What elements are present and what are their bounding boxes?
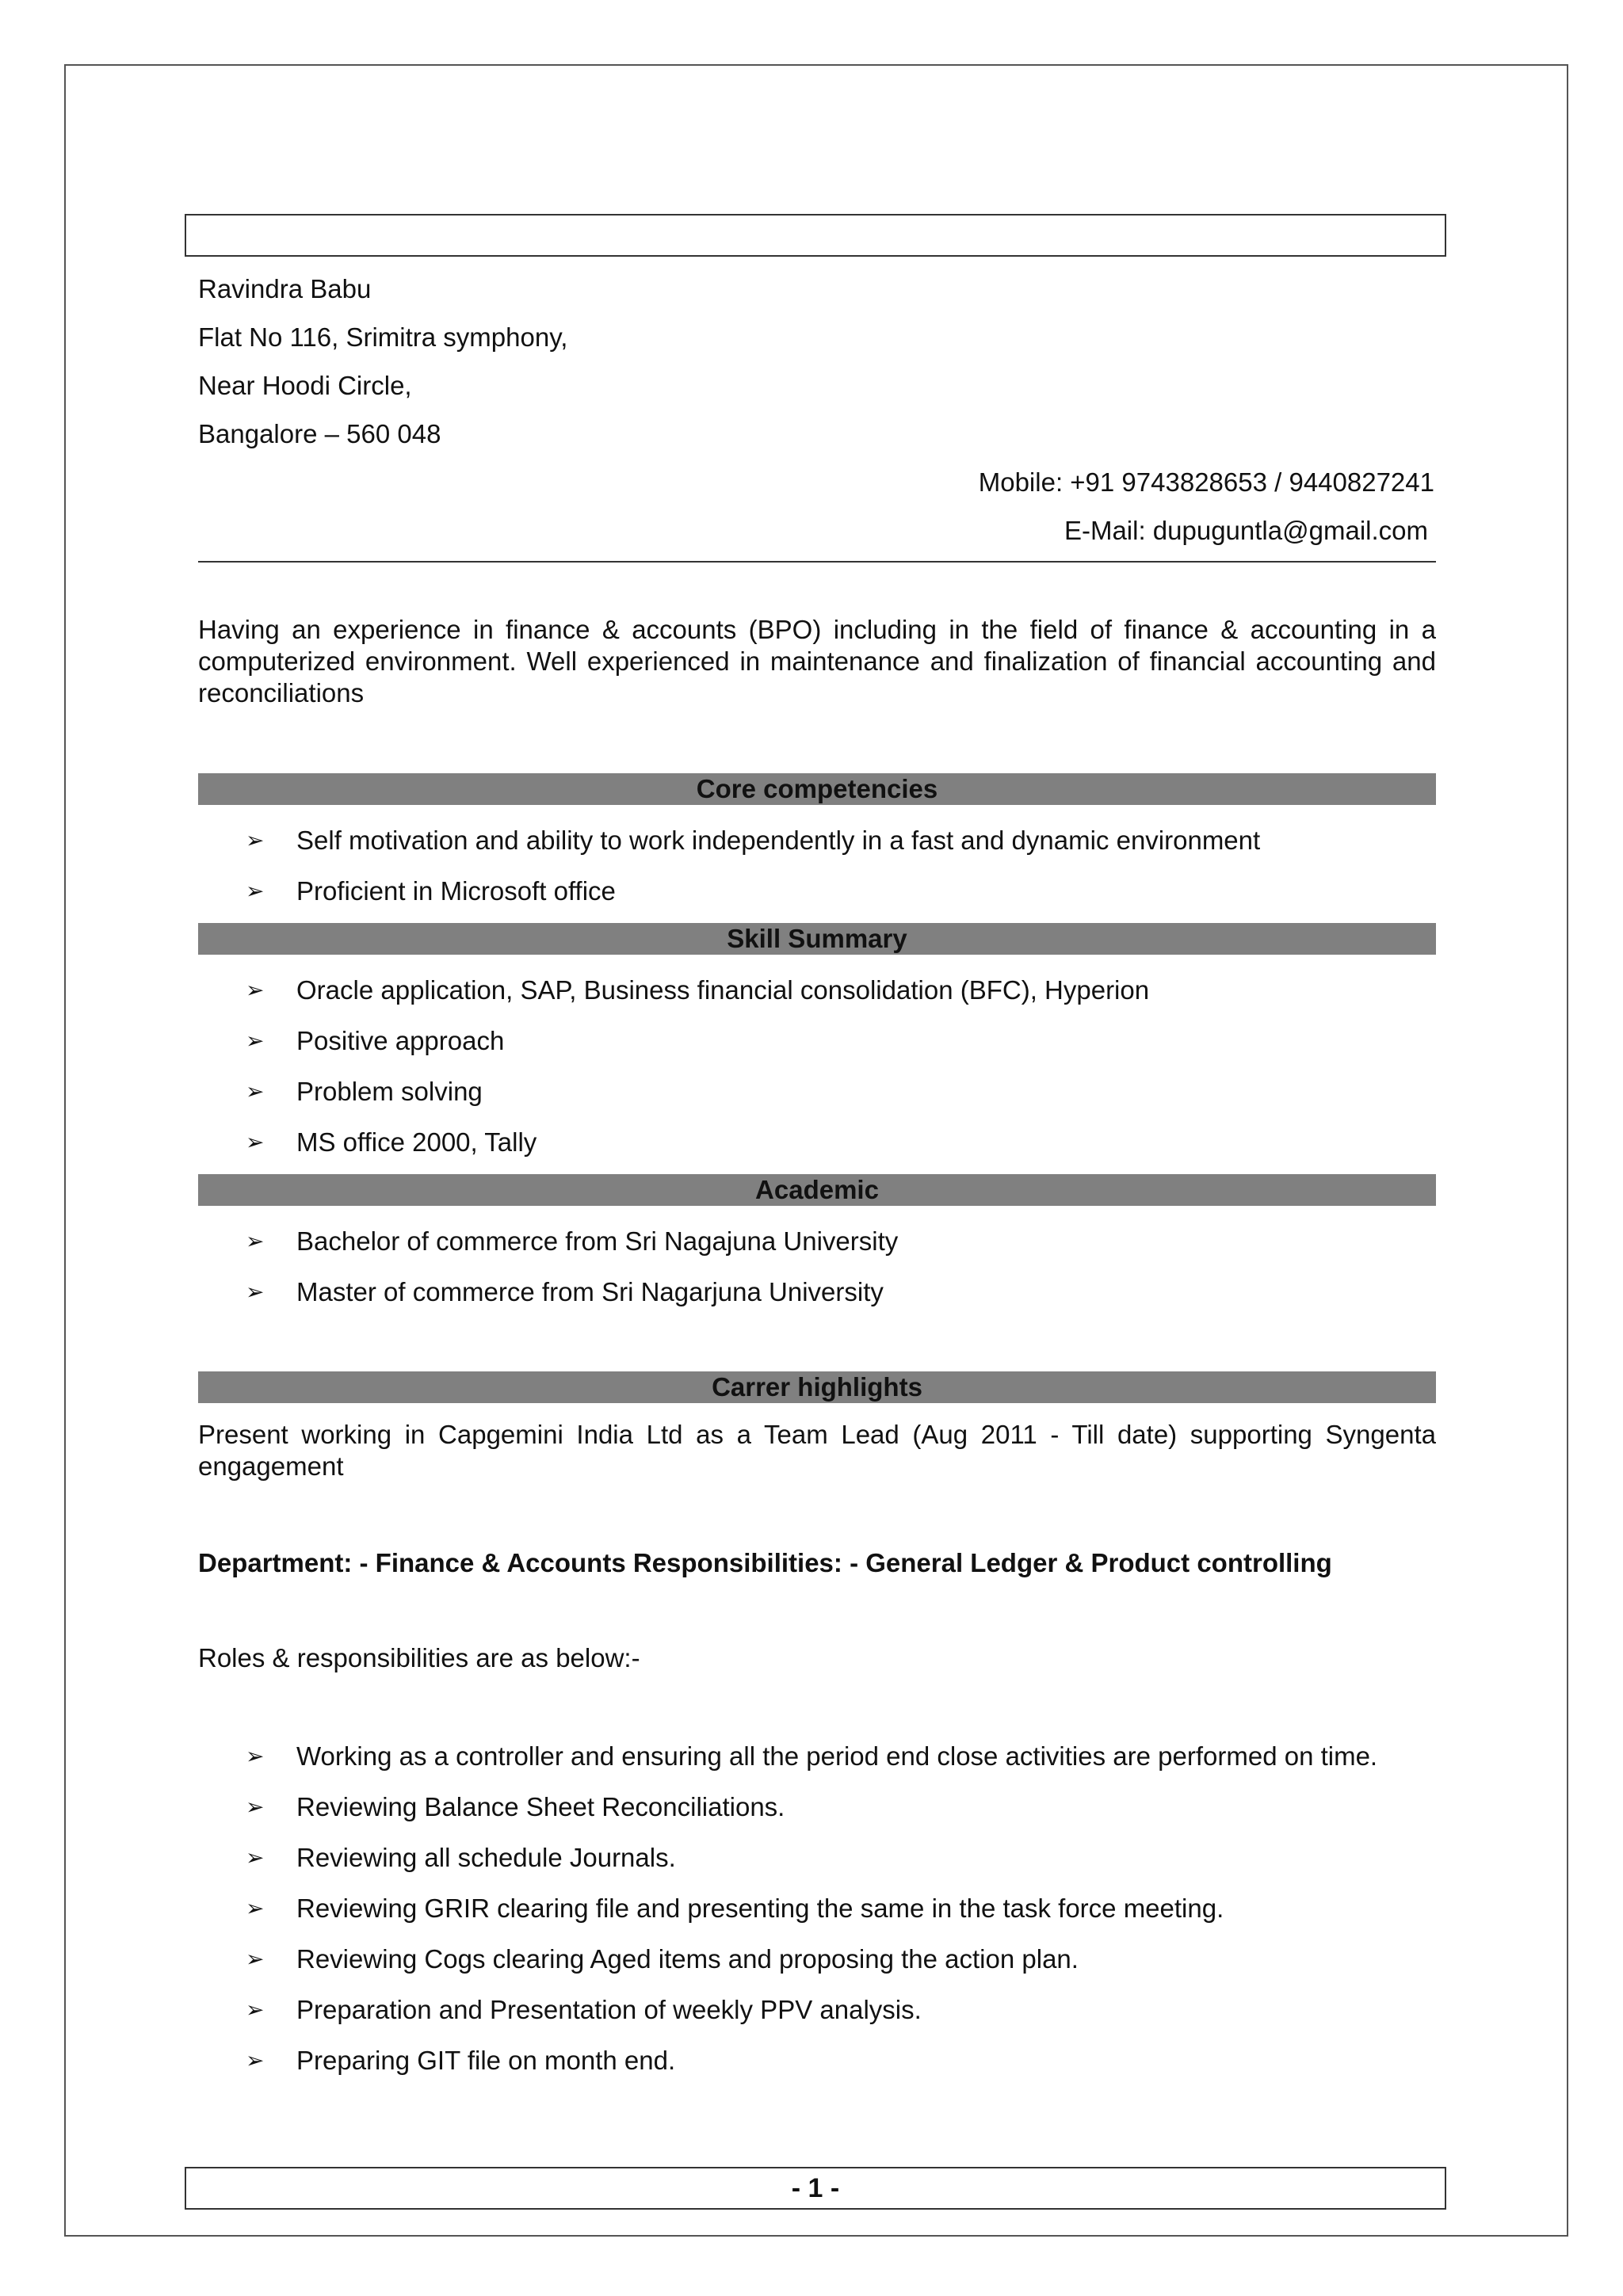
- arrow-bullet-icon: ➢: [246, 879, 265, 903]
- arrow-bullet-icon: ➢: [246, 1794, 265, 1819]
- arrow-bullet-icon: ➢: [246, 828, 265, 852]
- arrow-bullet-icon: ➢: [246, 1997, 265, 2022]
- roles-heading: Roles & responsibilities are as below:-: [198, 1643, 640, 1672]
- arrow-bullet-icon: ➢: [246, 1130, 265, 1154]
- arrow-bullet-icon: ➢: [246, 1947, 265, 1971]
- arrow-bullet-icon: ➢: [246, 1845, 265, 1870]
- section-header-core: Core competencies: [198, 773, 1436, 805]
- arrow-bullet-icon: ➢: [246, 1896, 265, 1920]
- profile-summary: Having an experience in finance & accounts (BPO) including in the field of finance & accounting in a computerized environment. Well experienced in maintenance and finalization of financial accounting and reconciliations: [198, 615, 1436, 707]
- header-box: [185, 214, 1446, 257]
- arrow-bullet-icon: ➢: [246, 2048, 265, 2073]
- header-divider: [198, 561, 1436, 563]
- arrow-bullet-icon: ➢: [246, 1744, 265, 1768]
- candidate-name: Ravindra Babu: [198, 274, 372, 303]
- arrow-bullet-icon: ➢: [246, 1079, 265, 1104]
- section-header-academic: Academic: [198, 1174, 1436, 1206]
- address-line-1: Flat No 116, Srimitra symphony,: [198, 322, 568, 352]
- arrow-bullet-icon: ➢: [246, 978, 265, 1002]
- page-number: - 1 -: [791, 2172, 840, 2203]
- email-address: E-Mail: dupuguntla@gmail.com: [1064, 516, 1428, 545]
- section-header-career: Carrer highlights: [198, 1371, 1436, 1403]
- address-line-3: Bangalore – 560 048: [198, 419, 441, 448]
- footer-box: [185, 2167, 1446, 2210]
- career-intro: Present working in Capgemini India Ltd as a Team Lead (Aug 2011 - Till date) supporting Syngenta engagement: [198, 1420, 1436, 1481]
- department-line: Department: - Finance & Accounts Responsibilities: - General Ledger & Product controlling: [198, 1548, 1332, 1577]
- arrow-bullet-icon: ➢: [246, 1229, 265, 1253]
- section-header-skills: Skill Summary: [198, 923, 1436, 955]
- address-line-2: Near Hoodi Circle,: [198, 371, 412, 400]
- arrow-bullet-icon: ➢: [246, 1280, 265, 1304]
- arrow-bullet-icon: ➢: [246, 1028, 265, 1053]
- mobile-number: Mobile: +91 9743828653 / 9440827241: [978, 467, 1434, 497]
